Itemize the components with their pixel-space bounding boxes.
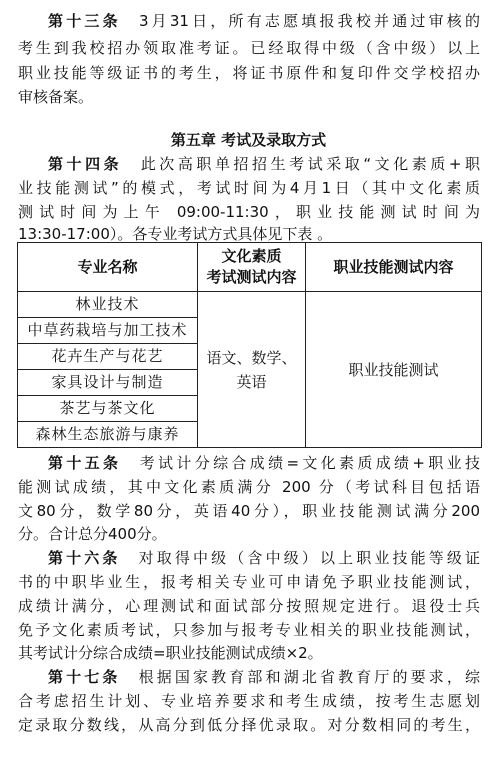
chapter-title: 第五章 考试及录取方式 <box>170 131 327 149</box>
article-15-line-1 <box>18 452 480 474</box>
major-cell: 中草药栽培与加工技术 <box>18 318 198 344</box>
header-culture <box>198 243 306 292</box>
table-row <box>18 292 482 318</box>
article-16-line-4: 免予文化素质考试，只参加与报考专业相关的职业技能测试， <box>18 621 480 639</box>
article-13-line-2: 考生到我校招办领取准考证。已经取得中级（含中级）以上 <box>18 39 480 57</box>
article-number: 第十七条 <box>48 668 121 686</box>
culture-content-line-1: 语文、数学、 <box>206 348 297 367</box>
article-13-line-3: 职业技能等级证书的考生，将证书原件和复印件交学校招办 <box>18 64 480 82</box>
major-cell: 家具设计与制造 <box>18 370 198 396</box>
article-text: 此次高职单招招生考试采取“文化素质+职 <box>122 155 480 173</box>
header-culture-line-2: 考试测试内容 <box>206 268 297 286</box>
exam-method-table <box>17 242 482 448</box>
article-14-line-1 <box>18 153 480 175</box>
article-16-line-5: 其考试计分综合成绩=职业技能测试成绩×2。 <box>18 644 323 662</box>
article-number: 第十三条 <box>48 12 121 30</box>
article-16-line-1 <box>18 547 480 569</box>
major-cell: 花卉生产与花艺 <box>18 344 198 370</box>
article-text: 3月31日，所有志愿填报我校并通过审核的 <box>120 12 480 30</box>
article-17-line-2: 合考虑招生计划、专业培养要求和考生成绩，按考生志愿划 <box>18 692 480 710</box>
article-14-line-4: 13:30-17:00）。各专业考试方式具体见下表 。 <box>18 225 333 243</box>
article-text: 对取得中级（含中级）以上职业技能等级证 <box>120 549 480 567</box>
header-culture-line-1: 文化素质 <box>221 247 282 265</box>
major-cell: 林业技术 <box>18 292 198 318</box>
article-16-line-2: 书的中职毕业生，报考相关专业可申请免予职业技能测试， <box>18 573 480 591</box>
skill-content-cell: 职业技能测试 <box>306 292 482 448</box>
article-14-line-2: 业技能测试”的模式，考试时间为4月1日（其中文化素质 <box>18 179 480 197</box>
article-13-line-1 <box>18 10 480 32</box>
header-skill: 职业技能测试内容 <box>306 243 482 292</box>
culture-content-cell <box>198 292 306 448</box>
article-13-line-4: 审核备案。 <box>18 88 94 106</box>
table-header-row <box>18 243 482 292</box>
article-15-line-3: 文80分，数学80分，英语40分），职业技能测试满分200 <box>18 502 480 520</box>
article-number: 第十四条 <box>48 155 123 173</box>
article-15-line-4: 分。合计总分400分。 <box>18 525 167 543</box>
major-cell: 森林生态旅游与康养 <box>18 422 198 448</box>
culture-content-line-2: 英语 <box>236 372 267 391</box>
article-text: 考试计分综合成绩=文化素质成绩+职业技 <box>121 454 480 472</box>
major-cell: 茶艺与茶文化 <box>18 396 198 422</box>
header-major: 专业名称 <box>18 243 198 292</box>
article-text: 根据国家教育部和湖北省教育厅的要求，综 <box>120 668 480 686</box>
article-17-line-3: 定录取分数线，从高分到低分择优录取。对分数相同的考生， <box>18 716 480 734</box>
article-17-line-1 <box>18 666 480 688</box>
article-number: 第十六条 <box>48 549 121 567</box>
article-number: 第十五条 <box>48 454 122 472</box>
article-15-line-2: 能测试成绩，其中文化素质满分 200 分（考试科目包括语 <box>18 478 480 496</box>
article-14-line-3: 测试时间为上午 09:00-11:30，职业技能测试时间为 <box>18 203 480 221</box>
article-16-line-3: 成绩计满分，心理测试和面试部分按照规定进行。退役士兵 <box>18 597 480 615</box>
